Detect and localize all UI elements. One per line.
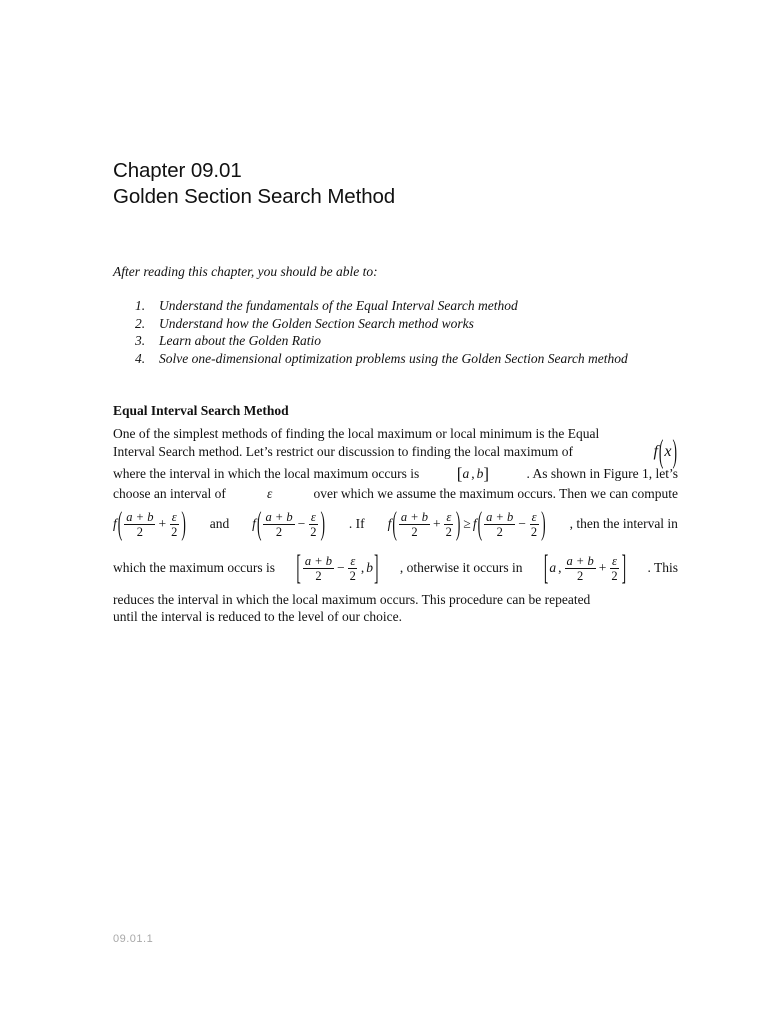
math-inequality: f ( $\frac{a + b}{2}$ + $\frac{\varepsilon}{2}$ ) ≥ f ( $\frac{a + b}{2}$ − $\frac{\varepsilon}{2}$ ): [387, 505, 546, 542]
section-heading: Equal Interval Search Method: [113, 403, 289, 418]
math-f-minus: f ( $\frac{a + b}{2}$ − $\frac{\varepsilon}{2}$ ): [252, 505, 325, 542]
paragraph-line: choose an interval of ε over which we assume the maximum occurs. Then we can compute: [113, 486, 678, 501]
objectives-list: [135, 297, 678, 367]
chapter-number: Chapter 09.01: [113, 159, 242, 182]
paragraph-line: One of the simplest methods of finding the local maximum or local minimum is the Equal: [113, 426, 600, 441]
chapter-title: [113, 158, 395, 210]
list-item: 1. Understand the fundamentals of the Equal Interval Search method: [135, 298, 518, 313]
intro-text: After reading this chapter, you should be able to:: [113, 264, 378, 279]
math-interval-upper: [ $\frac{a + b}{2}$ − $\frac{\varepsilon}{2}$ , b ]: [296, 547, 379, 587]
list-item: 4. Solve one-dimensional optimization problems using the Golden Section Search method: [135, 350, 628, 366]
math-epsilon: ε: [267, 486, 273, 501]
paragraph-line: until the interval is reduced to the level of our choice.: [113, 609, 403, 624]
math-f-plus: f ( $\frac{a + b}{2}$ + $\frac{\varepsilon}{2}$ ): [113, 505, 186, 542]
paragraph-line: which the maximum occurs is [ $\frac{a + b}{2}$ − $\frac{\varepsilon}{2}$ , b ] , otherwise it occurs in [ a , $\frac{a + b}{2}$ + $\frac{\varepsilon}{2}$ ] . This: [113, 547, 678, 587]
list-item: 3. Learn about the Golden Ratio: [135, 333, 321, 348]
math-fx: f ( x ): [653, 433, 677, 470]
math-interval-ab: [ a , b ]: [456, 464, 489, 483]
paragraph-line: Interval Search method. Let’s restrict our discussion to finding the local maximum of f ( x ): [113, 433, 677, 470]
paragraph-line: f ( $\frac{a + b}{2}$ + $\frac{\varepsilon}{2}$ ) and f ( $\frac{a + b}{2}$ − $\frac{\varepsilon}{2}$ ) . If f ( $\frac{a + b}{2}$ + $\frac{\varepsilon}{2}$ ) ≥ f ( $\frac{a + b}{2}$ − $\frac{\varepsilon}{2}$ ) , then the interval in: [113, 505, 678, 542]
math-interval-lower: [ a , $\frac{a + b}{2}$ + $\frac{\varepsilon}{2}$ ]: [543, 547, 627, 587]
paragraph-line: reduces the interval in which the local maximum occurs. This procedure can be repeated: [113, 592, 591, 607]
chapter-name: Golden Section Search Method: [113, 185, 396, 208]
page-number: 09.01.1: [113, 933, 154, 945]
list-item: 2. Understand how the Golden Section Search method works: [135, 315, 474, 331]
paragraph-line: where the interval in which the local maximum occurs is [ a , b ] . As shown in Figure 1, let’s: [113, 464, 678, 483]
